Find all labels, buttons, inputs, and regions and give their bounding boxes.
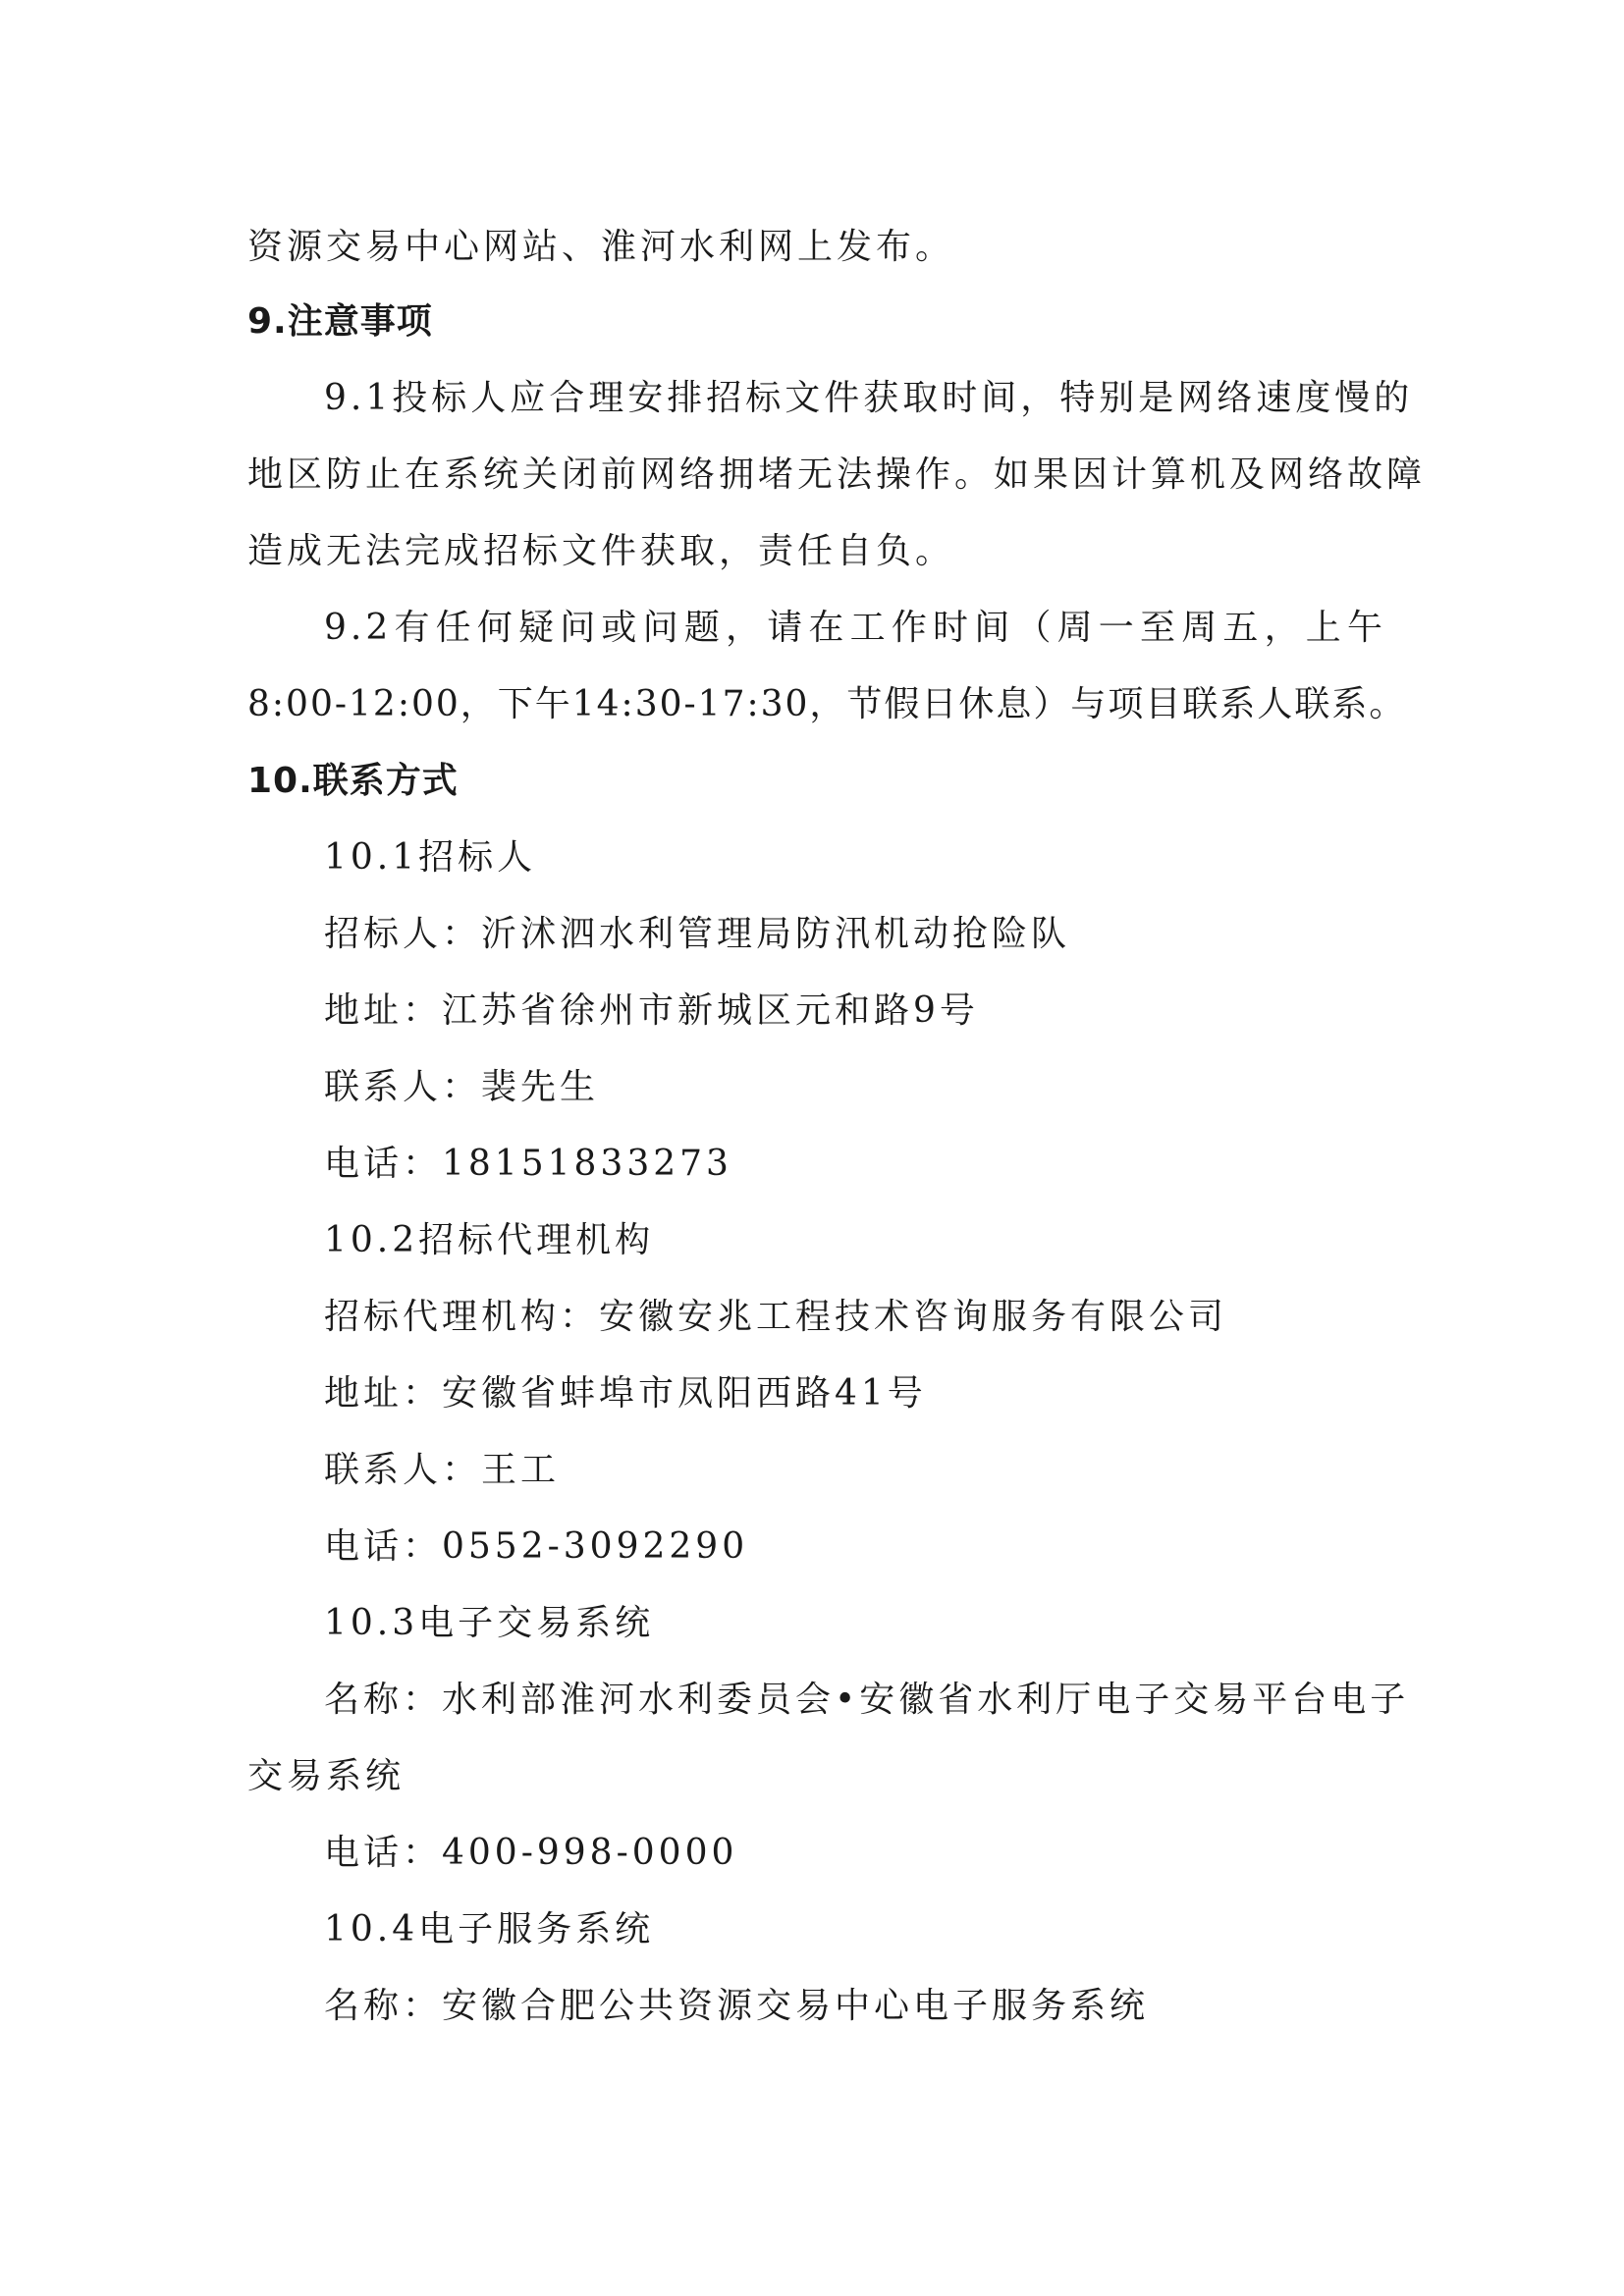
agency-name: 招标代理机构：安徽安兆工程技术咨询服务有限公司 <box>324 1297 1228 1337</box>
agency-contact: 联系人：王工 <box>324 1450 561 1490</box>
item-9-2-line-1: 9.2有任何疑问或问题，请在工作时间（周一至周五，上午 <box>324 608 1386 648</box>
agency-address: 地址：安徽省蚌埠市凤阳西路41号 <box>324 1373 927 1414</box>
item-9-2-line-2: 8:00-12:00，下午14:30-17:30，节假日休息）与项目联系人联系。 <box>247 684 1407 724</box>
tenderer-phone: 电话：18151833273 <box>324 1144 732 1184</box>
trading-system-name-line-2: 交易系统 <box>247 1756 406 1796</box>
continuation-line: 资源交易中心网站、淮河水利网上发布。 <box>247 227 955 267</box>
section-10-heading: 10.联系方式 <box>247 761 459 801</box>
item-9-1-line-1: 9.1投标人应合理安排招标文件获取时间，特别是网络速度慢的 <box>324 378 1414 418</box>
trading-system-title: 10.3电子交易系统 <box>324 1603 655 1643</box>
trading-system-name-line-1: 名称：水利部淮河水利委员会•安徽省水利厅电子交易平台电子 <box>324 1680 1410 1720</box>
tenderer-address: 地址：江苏省徐州市新城区元和路9号 <box>324 990 979 1031</box>
item-9-1-line-2: 地区防止在系统关闭前网络拥堵无法操作。如果因计算机及网络故障 <box>247 454 1427 495</box>
service-system-name: 名称：安徽合肥公共资源交易中心电子服务系统 <box>324 1986 1150 2026</box>
tenderer-contact: 联系人：裴先生 <box>324 1067 600 1107</box>
service-system-title: 10.4电子服务系统 <box>324 1909 655 1949</box>
tenderer-title: 10.1招标人 <box>324 837 537 878</box>
tenderer-name: 招标人：沂沭泗水利管理局防汛机动抢险队 <box>324 914 1071 954</box>
section-9-heading: 9.注意事项 <box>247 301 433 342</box>
agency-phone: 电话：0552-3092290 <box>324 1526 749 1567</box>
trading-system-phone: 电话：400-998-0000 <box>324 1833 738 1873</box>
item-9-1-line-3: 造成无法完成招标文件获取，责任自负。 <box>247 531 955 571</box>
agency-title: 10.2招标代理机构 <box>324 1220 655 1260</box>
